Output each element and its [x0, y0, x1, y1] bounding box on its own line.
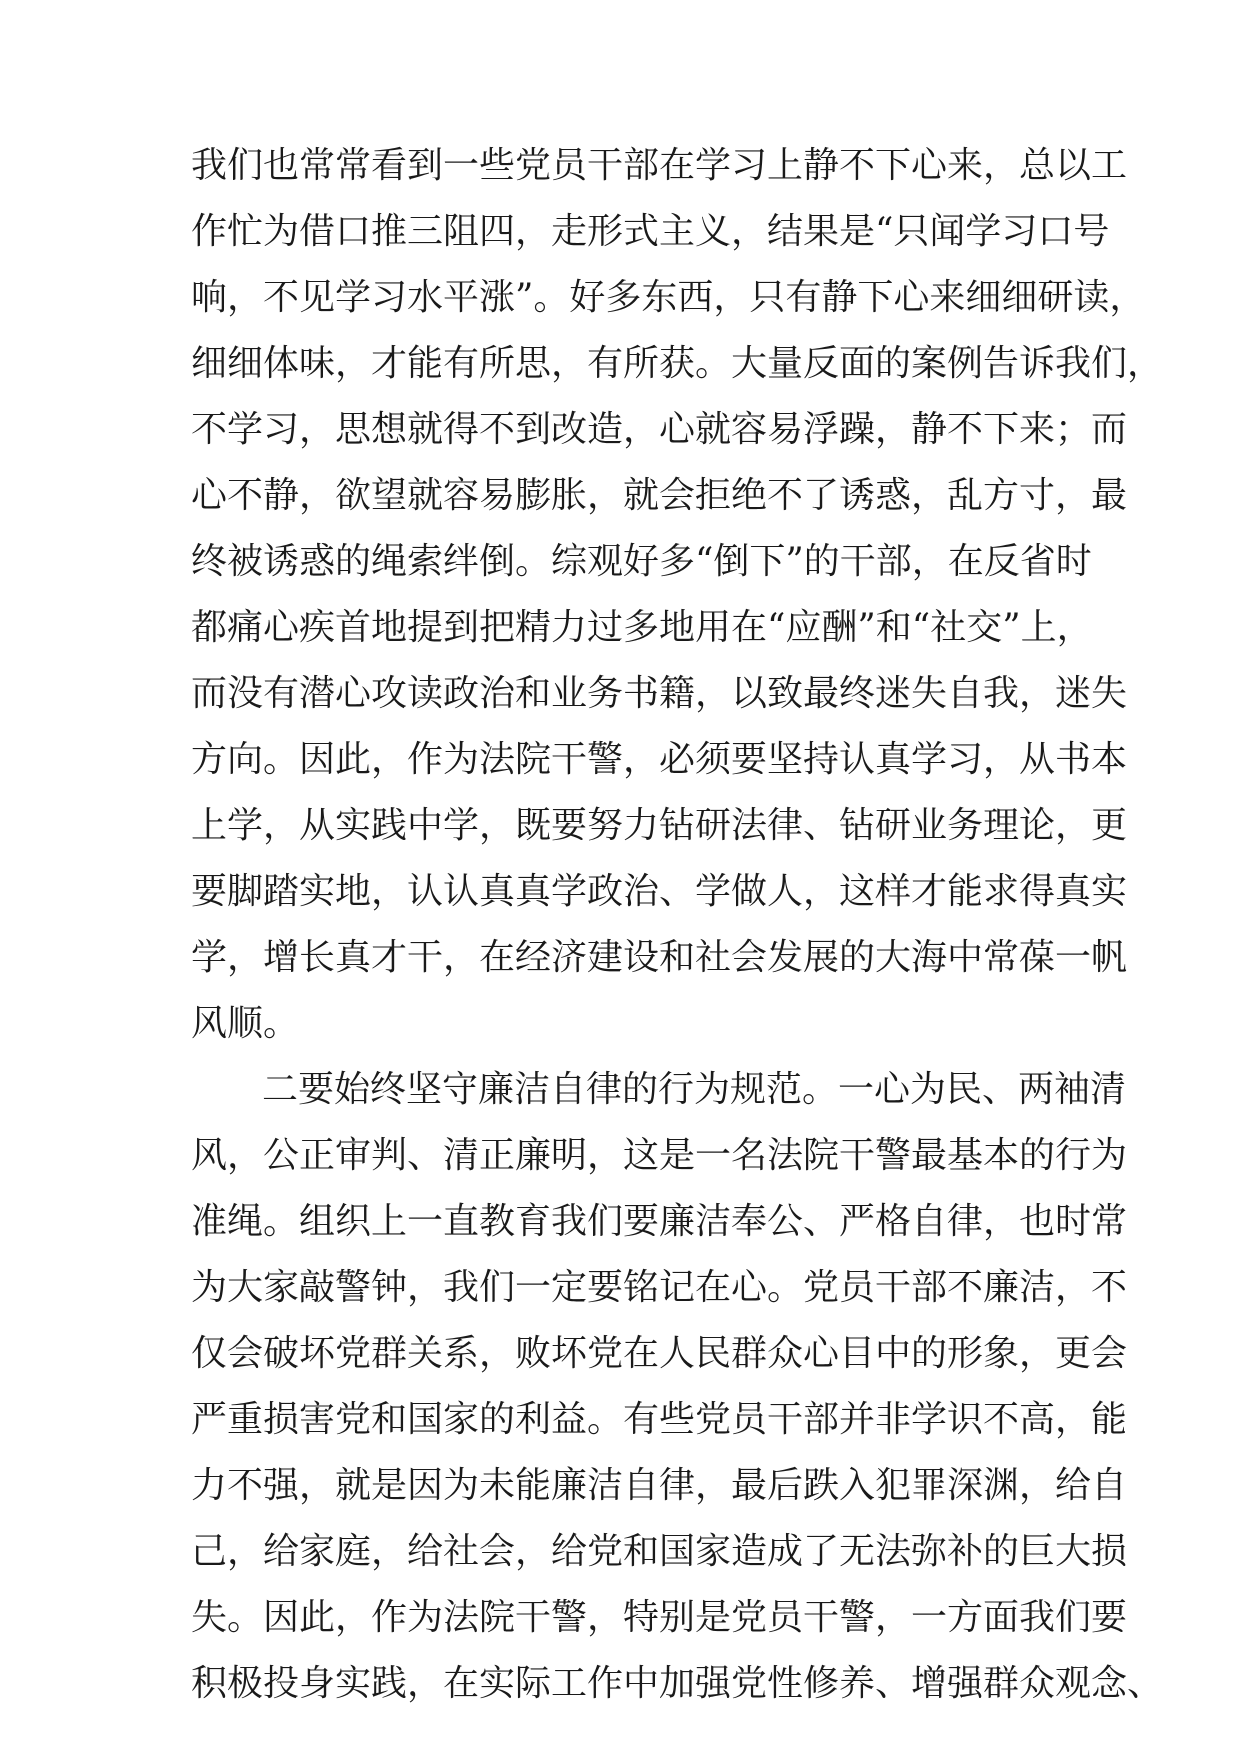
text-line: 为大家敲警钟，我们一定要铭记在心。党员干部不廉洁，不	[191, 1267, 1128, 1308]
text-line: 不学习，思想就得不到改造，心就容易浮躁，静不下来；而	[191, 409, 1128, 450]
text-line: 而没有潜心攻读政治和业务书籍，以致最终迷失自我，迷失	[191, 673, 1128, 714]
text-line: 方向。因此，作为法院干警，必须要坚持认真学习，从书本	[191, 739, 1128, 780]
text-line: 力不强，就是因为未能廉洁自律，最后跌入犯罪深渊，给自	[191, 1465, 1128, 1506]
text-line: 仅会破坏党群关系，败坏党在人民群众心目中的形象，更会	[191, 1333, 1128, 1374]
text-line: 风，公正审判、清正廉明，这是一名法院干警最基本的行为	[191, 1135, 1128, 1176]
text-line: 学，增长真才干，在经济建设和社会发展的大海中常葆一帆	[191, 937, 1128, 978]
text-line: 要脚踏实地，认认真真学政治、学做人，这样才能求得真实	[191, 871, 1128, 912]
text-line: 上学，从实践中学，既要努力钻研法律、钻研业务理论，更	[191, 805, 1128, 846]
text-line: 细细体味，才能有所思，有所获。大量反面的案例告诉我们，	[191, 343, 1164, 384]
text-line: 响，不见学习水平涨”。好多东西，只有静下心来细细研读，	[191, 277, 1146, 318]
text-line: 失。因此，作为法院干警，特别是党员干警，一方面我们要	[191, 1597, 1128, 1638]
paragraph-first-line: 二要始终坚守廉洁自律的行为规范。一心为民、两袖清	[262, 1069, 1127, 1110]
text-line: 心不静，欲望就容易膨胀，就会拒绝不了诱惑，乱方寸，最	[191, 475, 1128, 516]
text-line: 准绳。组织上一直教育我们要廉洁奉公、严格自律，也时常	[191, 1201, 1128, 1242]
text-line: 终被诱惑的绳索绊倒。综观好多“倒下”的干部，在反省时	[191, 541, 1092, 582]
text-line: 风顺。	[191, 1003, 300, 1044]
text-line: 我们也常常看到一些党员干部在学习上静不下心来，总以工	[191, 145, 1128, 186]
text-line: 作忙为借口推三阻四，走形式主义，结果是“只闻学习口号	[191, 211, 1110, 252]
text-line: 己，给家庭，给社会，给党和国家造成了无法弥补的巨大损	[191, 1531, 1128, 1572]
text-line: 严重损害党和国家的利益。有些党员干部并非学识不高，能	[191, 1399, 1128, 1440]
text-line: 积极投身实践，在实际工作中加强党性修养、增强群众观念、	[191, 1663, 1164, 1704]
text-line: 都痛心疾首地提到把精力过多地用在“应酬”和“社交”上，	[191, 607, 1093, 648]
